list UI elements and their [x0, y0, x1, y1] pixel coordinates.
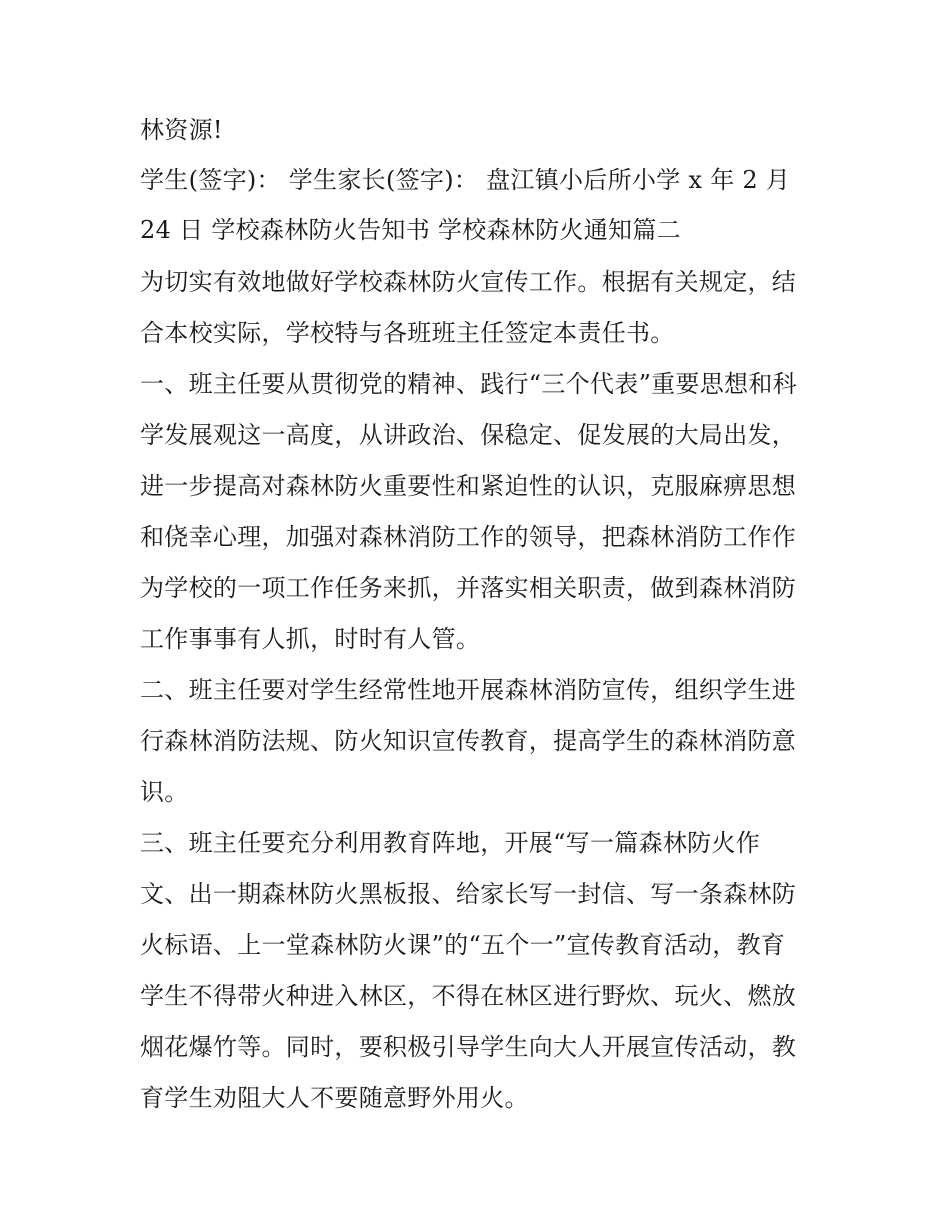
text-line-13: 行森林消防法规、防火知识宣传教育，提高学生的森林消防意 [140, 727, 797, 755]
text-line-18: 学生不得带火种进入林区，不得在林区进行野炊、玩火、燃放 [140, 982, 797, 1010]
text-line-11: 工作事事有人抓，时时有人管。 [140, 625, 481, 653]
text-line-10: 为学校的一项工作任务来抓，并落实相关职责，做到森林消防 [140, 574, 797, 602]
text-line-9: 和侥幸心理，加强对森林消防工作的领导，把森林消防工作作 [140, 523, 797, 551]
text-line-3: 24 日 学校森林防火告知书 学校森林防火通知篇二 [140, 216, 681, 244]
text-line-12: 二、班主任要对学生经常性地开展森林消防宣传，组织学生进 [140, 676, 797, 704]
text-line-7: 学发展观这一高度，从讲政治、保稳定、促发展的大局出发， [140, 421, 797, 449]
text-line-5: 合本校实际，学校特与各班班主任签定本责任书。 [140, 319, 675, 347]
text-line-14: 识。 [140, 778, 189, 806]
text-line-19: 烟花爆竹等。同时，要积极引导学生向大人开展宣传活动，教 [140, 1033, 797, 1061]
text-line-20: 育学生劝阻大人不要随意野外用火。 [140, 1084, 529, 1112]
text-line-1: 林资源! [140, 116, 223, 144]
text-line-6: 一、班主任要从贯彻党的精神、践行“三个代表”重要思想和科 [140, 370, 797, 398]
text-line-17: 火标语、上一堂森林防火课”的“五个一”宣传教育活动，教育 [140, 931, 786, 959]
text-line-2: 学生(签字)： 学生家长(签字)： 盘江镇小后所小学 x 年 2 月 [140, 166, 791, 194]
text-line-16: 文、出一期森林防火黑板报、给家长写一封信、写一条森林防 [140, 880, 797, 908]
text-line-15: 三、班主任要充分利用教育阵地，开展“写一篇森林防火作 [140, 829, 761, 857]
text-line-4: 为切实有效地做好学校森林防火宣传工作。根据有关规定，结 [140, 268, 797, 296]
text-line-8: 进一步提高对森林防火重要性和紧迫性的认识，克服麻痹思想 [140, 472, 797, 500]
